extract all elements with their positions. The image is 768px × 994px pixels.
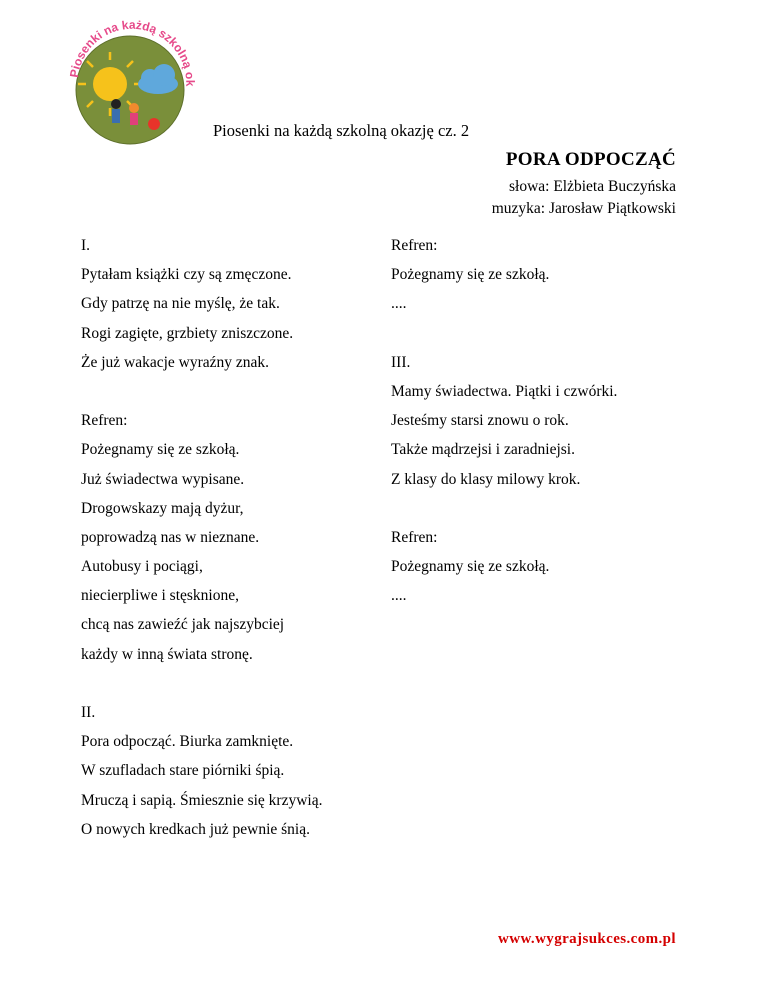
website-link[interactable]: www.wygrajsukces.com.pl bbox=[498, 931, 676, 947]
lyrics-right-column bbox=[391, 231, 617, 610]
lyric-line: Pożegnamy się ze szkołą. bbox=[391, 266, 550, 284]
lyric-line: Pytałam książki czy są zmęczone. bbox=[81, 266, 292, 284]
music-credit: muzyka: Jarosław Piątkowski bbox=[491, 200, 676, 217]
stanza-gap bbox=[81, 669, 322, 698]
lyric-line: Że już wakacje wyraźny znak. bbox=[81, 353, 270, 371]
song-title: PORA ODPOCZĄĆ bbox=[505, 149, 676, 170]
lyric-line: Pożegnamy się ze szkołą. bbox=[81, 441, 240, 459]
lyrics-left-column bbox=[81, 231, 322, 844]
lyric-line: O nowych kredkach już pewnie śnią. bbox=[81, 820, 310, 838]
lyrics-credit: słowa: Elżbieta Buczyńska bbox=[508, 178, 676, 195]
lyric-line: poprowadzą nas w nieznane. bbox=[81, 528, 260, 546]
lyric-line: Pora odpocząć. Biurka zamknięte. bbox=[81, 733, 294, 751]
lyric-line: niecierpliwe i stęsknione, bbox=[81, 587, 239, 605]
lyric-line: Pożegnamy się ze szkołą. bbox=[391, 558, 550, 576]
lyric-line: Z klasy do klasy milowy krok. bbox=[391, 470, 581, 488]
lyric-line: .... bbox=[391, 587, 407, 605]
lyric-line: chcą nas zawieźć jak najszybciej bbox=[81, 616, 285, 634]
refrain-heading: Refren: bbox=[391, 237, 438, 254]
series-logo bbox=[58, 18, 208, 148]
verse-heading: III. bbox=[391, 353, 411, 371]
lyric-line: każdy w inną świata stronę. bbox=[81, 645, 253, 663]
series-title: Piosenki na każdą szkolną okazję cz. 2 bbox=[213, 121, 470, 140]
lyric-line: Mruczą i sapią. Śmiesznie się krzywią. bbox=[81, 791, 323, 809]
stanza-gap bbox=[391, 319, 617, 348]
lyric-line: Jesteśmy starsi znowu o rok. bbox=[391, 412, 569, 430]
lyric-line: Już świadectwa wypisane. bbox=[81, 470, 245, 488]
verse-heading: I. bbox=[81, 237, 91, 254]
lyric-line: Rogi zagięte, grzbiety zniszczone. bbox=[81, 324, 294, 342]
lyric-line: .... bbox=[391, 295, 407, 313]
lyric-line: Także mądrzejsi i zaradniejsi. bbox=[391, 441, 575, 459]
lyric-line: W szufladach stare piórniki śpią. bbox=[81, 762, 285, 780]
lyric-line: Gdy patrzę na nie myślę, że tak. bbox=[81, 295, 280, 313]
verse-heading: II. bbox=[81, 704, 96, 721]
stanza-gap bbox=[391, 494, 617, 523]
lyric-line: Drogowskazy mają dyżur, bbox=[81, 499, 244, 517]
logo-text: Piosenki na każdą szkolną ok bbox=[66, 18, 198, 87]
refrain-heading: Refren: bbox=[391, 528, 438, 546]
lyric-line: Autobusy i pociągi, bbox=[81, 558, 203, 576]
refrain-heading: Refren: bbox=[81, 412, 128, 430]
lyric-line: Mamy świadectwa. Piątki i czwórki. bbox=[391, 382, 618, 400]
stanza-gap bbox=[81, 377, 322, 406]
